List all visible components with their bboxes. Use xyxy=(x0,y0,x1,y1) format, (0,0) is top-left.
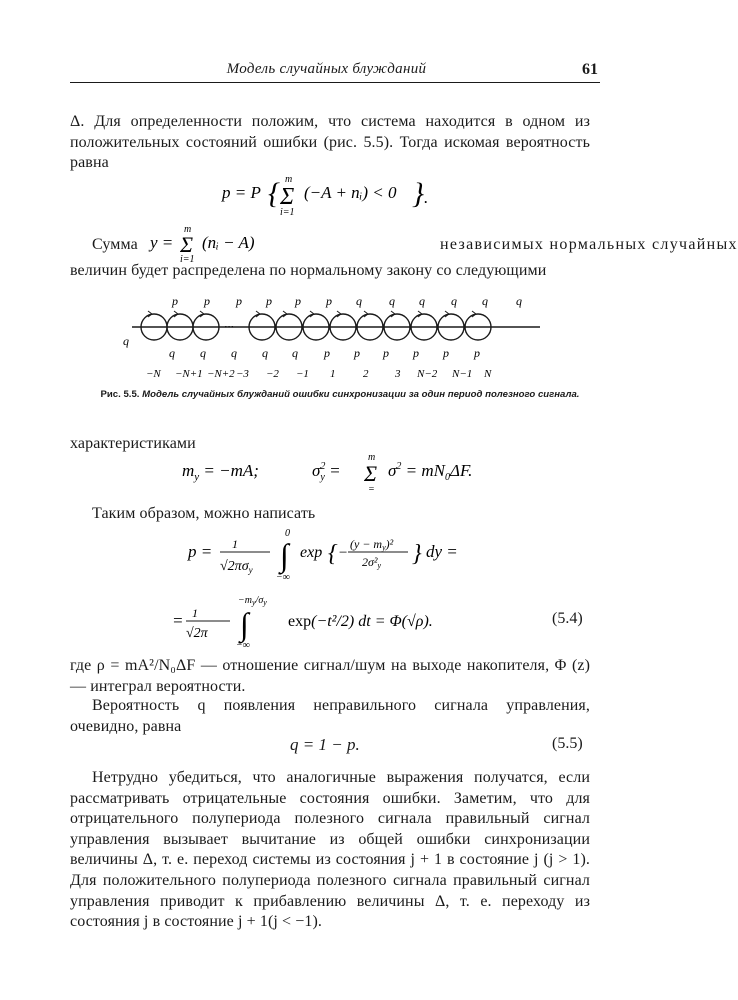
eq54-exp2: exp(−t²/2) dt = Φ(√ρ). xyxy=(288,613,433,630)
eq-p-lhs: p = P xyxy=(222,183,261,202)
figure-bottom-label-3: q xyxy=(231,346,237,360)
header-rule xyxy=(70,82,600,83)
eq-p-body: (−A + nᵢ) < 0 xyxy=(304,183,397,202)
figure-bottom-label-4: q xyxy=(262,346,268,360)
eq-p-sum: Σ xyxy=(280,184,295,210)
eq-y-sum: Σ xyxy=(180,232,194,257)
figure-bottom-label-8: p xyxy=(383,346,389,360)
eq-y-lhs: y = xyxy=(150,233,174,252)
eq54-integral1: ∫ xyxy=(280,537,289,573)
eq-p-sum-lower: i=1 xyxy=(280,207,295,218)
equation-number-5-4: (5.4) xyxy=(552,610,583,627)
figure-bottom-label-11: p xyxy=(474,346,480,360)
eq-p-sum-upper: m xyxy=(285,174,293,185)
eq54-frac1-num: 1 xyxy=(232,537,238,551)
figure-top-label-6: p xyxy=(326,294,332,308)
figure-top-label-9: q xyxy=(419,294,425,308)
figure-state-label-8: 2 xyxy=(363,368,369,380)
eq-p-brace-left: { xyxy=(268,177,280,210)
eq54-eq2: = xyxy=(172,611,184,630)
eq-y-sum-upper: m xyxy=(184,224,192,235)
eq54-exp1: exp xyxy=(300,544,323,561)
eq54-p: p = xyxy=(188,542,213,561)
eq54-int1-upper: 0 xyxy=(285,528,290,539)
eq54-integral2: ∫ xyxy=(240,606,249,642)
eq54-minus: − xyxy=(338,545,349,561)
eq-sigma-sum: Σ xyxy=(364,461,378,486)
paragraph-sum-line2: величин будет распределена по нормальному закону со следующими xyxy=(70,262,547,279)
eq54-frac3-num: 1 xyxy=(192,606,198,620)
eq54-frac3-den: √2π xyxy=(186,626,208,641)
eq-sigma: $\sigma^2$ y = xyxy=(312,461,341,483)
eq-sigma-rhs: $\sigma^2 = mN_0\Delta F$. xyxy=(388,461,473,483)
figure-top-label-12: q xyxy=(516,294,522,308)
figure-ellipsis: ··· xyxy=(224,319,234,334)
paragraph-thus: Таким образом, можно написать xyxy=(92,505,316,522)
figure-state-label-3: −N+2 xyxy=(207,368,235,380)
equation-y-sum xyxy=(150,222,350,265)
figure-top-label-10: q xyxy=(451,294,457,308)
figure-state-label-10: N−2 xyxy=(417,368,438,380)
eq-sigma-sum-lower: = xyxy=(368,484,375,495)
figure-top-label-7: q xyxy=(356,294,362,308)
figure-state-label-12: N xyxy=(484,368,492,380)
eq54-brace1-right: } xyxy=(412,541,422,567)
figure-bottom-label-2: q xyxy=(200,346,206,360)
equation-probability xyxy=(222,170,482,220)
figure-state-label-4: −3 xyxy=(236,368,249,380)
eq54-frac2-num: (y − my)² xyxy=(350,537,394,552)
paragraph-rho-definition: где ρ = mA²/N₀ΔF — отношение сигнал/шум на выходе накопителя, Φ (z) — интеграл вероятности. xyxy=(70,657,590,695)
sum-word: Сумма xyxy=(92,236,138,253)
eq-y-body: (nᵢ − A) xyxy=(202,233,255,252)
equation-5-5: q = 1 − p. xyxy=(290,735,360,754)
eq54-brace1-left: { xyxy=(328,541,338,567)
figure-bottom-label-6: p xyxy=(324,346,330,360)
running-header-title: Модель случайных блужданий xyxy=(226,61,427,77)
figure-caption xyxy=(90,389,590,401)
figure-top-label-11: q xyxy=(482,294,488,308)
figure-top-labels xyxy=(171,294,522,308)
figure-bottom-label-10: p xyxy=(443,346,449,360)
eq-sigma-sum-upper: m xyxy=(368,452,376,463)
figure-state-labels xyxy=(146,368,492,380)
figure-state-label-5: −2 xyxy=(266,368,279,380)
figure-top-label-8: q xyxy=(389,294,395,308)
equation-characteristics xyxy=(182,448,502,498)
eq54-frac2-den: 2σ²y xyxy=(362,555,382,570)
figure-top-label-4: p xyxy=(266,294,272,308)
figure-state-label-6: −1 xyxy=(296,368,309,380)
figure-top-label-3: p xyxy=(236,294,242,308)
paragraph-negative-states: Нетрудно убедиться, что аналогичные выражения получатся, если рассматривать отрицательные состояния ошибки. Заметим, что для отрицательного полупериода полезного сигнала правильный сигнал управления вызывает вычитание из общей ошибки синхронизации величины Δ, т. е. переход системы из состояния j + 1 в состояние j (j > 1). Для положительного полупериода полезного сигнала правильный сигнал управления приводит к прибавлению величины Δ, т. е. переходу из состояния j в состояние j + 1(j < −1). xyxy=(70,769,590,931)
paragraph-q-probability: Вероятность q появления неправильного сигнала управления, очевидно, равна xyxy=(70,697,590,735)
figure-state-label-9: 3 xyxy=(395,368,401,380)
eq-y-sum-lower: i=1 xyxy=(180,254,195,265)
figure-left-end-q: q xyxy=(123,334,129,348)
figure-state-circles xyxy=(141,311,491,340)
figure-bottom-label-5: q xyxy=(292,346,298,360)
figure-state-label-7: 1 xyxy=(330,368,336,380)
eq54-int2-lower: −∞ xyxy=(236,640,250,651)
figure-top-label-2: p xyxy=(204,294,210,308)
paragraph-characteristics: характеристиками xyxy=(70,435,196,452)
eq-p-dot: . xyxy=(424,188,429,207)
figure-caption-label: Рис. 5.5. xyxy=(100,389,140,400)
paragraph-intro: Δ. Для определенности положим, что система находится в одном из положительных состояний ошибки (рис. 5.5). Тогда искомая вероятность равна xyxy=(70,113,590,172)
figure-bottom-labels xyxy=(169,346,480,360)
page-number: 61 xyxy=(582,61,598,78)
figure-top-label-5: p xyxy=(295,294,301,308)
figure-state-label-1: −N xyxy=(146,368,161,380)
figure-bottom-label-9: p xyxy=(413,346,419,360)
eq54-int1-lower: −∞ xyxy=(276,572,290,583)
eq54-int2-upper: $-m_y/\sigma_y$ xyxy=(238,595,267,607)
eq54-frac1-den: $√2\pi\sigma_y$ xyxy=(220,559,253,575)
figure-top-label-1: p xyxy=(172,294,178,308)
figure-bottom-label-1: q xyxy=(169,346,175,360)
figure-caption-text: Модель случайных блужданий ошибки синхронизации за один период полезного сигнала. xyxy=(142,389,580,400)
figure-state-label-2: −N+1 xyxy=(175,368,203,380)
figure-state-label-11: N−1 xyxy=(452,368,473,380)
eq-my: $m_y = -mA$; xyxy=(182,461,259,483)
figure-bottom-label-7: p xyxy=(354,346,360,360)
eq-p-brace-right: } xyxy=(412,177,424,210)
figure-random-walk xyxy=(0,293,653,383)
sum-independent-text: независимых нормальных случайных xyxy=(440,236,738,253)
eq54-dy: dy = xyxy=(426,542,458,561)
equation-number-5-5: (5.5) xyxy=(552,735,583,752)
